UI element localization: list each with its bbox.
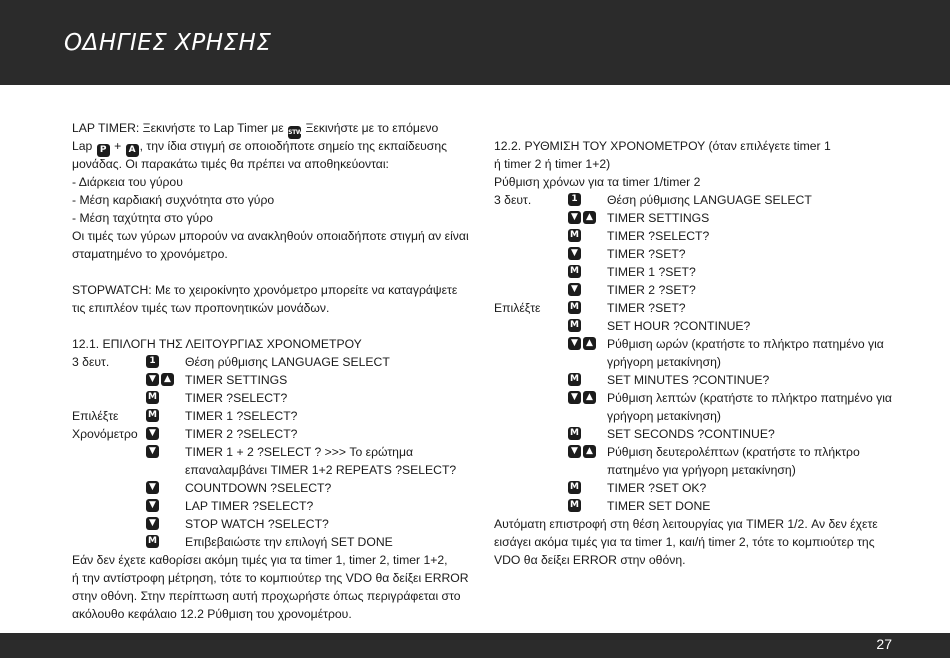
step-keys — [146, 481, 159, 494]
step-text: TIMER 2 ?SELECT? — [185, 427, 298, 441]
down-arrow-key-icon: ▼ — [568, 337, 581, 350]
step-keys — [146, 427, 159, 440]
up-arrow-key-icon: ▲ — [583, 391, 596, 404]
closing-line: ακόλουθο κεφάλαιο 12.2 Ρύθμιση του χρονομέτρου. — [72, 607, 352, 621]
section-title-line: Ρύθμιση χρόνων για τα timer 1/timer 2 — [494, 175, 701, 189]
lap-timer-line-2: Lap P + A , την ίδια στιγμή σε οποιοδήποτε σημείο της εκπαίδευσης — [72, 139, 447, 155]
step-keys — [568, 229, 581, 242]
m-key-icon: M — [146, 409, 159, 422]
step-label: Χρονόμετρο — [72, 427, 138, 441]
down-arrow-key-icon: ▼ — [146, 481, 159, 494]
step-text: Θέση ρύθμισης LANGUAGE SELECT — [607, 193, 812, 207]
step-row — [72, 371, 472, 389]
stopwatch-paragraph — [72, 281, 472, 317]
step-text: TIMER 1 ?SELECT? — [185, 409, 298, 423]
down-arrow-key-icon: ▼ — [146, 427, 159, 440]
step-text: Ρύθμιση δευτερολέπτων (κρατήστε το πλήκτρο — [607, 445, 860, 459]
step-keys — [568, 301, 581, 314]
step-keys — [568, 247, 581, 260]
step-row — [494, 461, 894, 479]
step-row — [494, 371, 894, 389]
step-text: TIMER ?SELECT? — [185, 391, 288, 405]
step-row — [494, 479, 894, 497]
down-arrow-key-icon: ▼ — [146, 373, 159, 386]
step-keys — [568, 337, 596, 350]
m-key-icon: M — [568, 427, 581, 440]
lap-timer-line: - Μέση ταχύτητα στο γύρο — [72, 211, 213, 225]
step-text: TIMER SET DONE — [607, 499, 711, 513]
one-key-icon: 1 — [568, 193, 581, 206]
closing-line: VDO θα δείξει ERROR στην οθόνη. — [494, 553, 686, 567]
down-arrow-key-icon: ▼ — [568, 211, 581, 224]
step-row — [72, 515, 472, 533]
left-steps-list — [72, 353, 472, 551]
lap-timer-paragraph — [72, 155, 472, 263]
down-arrow-key-icon: ▼ — [146, 517, 159, 530]
step-row — [494, 497, 894, 515]
step-row — [494, 317, 894, 335]
closing-line: στην οθόνη. Στην περίπτωση αυτή προχωρήστε όπως περιγράφεται στο — [72, 589, 461, 603]
right-column — [494, 137, 894, 569]
up-arrow-key-icon: ▲ — [583, 337, 596, 350]
step-keys — [146, 391, 159, 404]
down-arrow-key-icon: ▼ — [568, 391, 581, 404]
step-text: TIMER ?SET? — [607, 301, 686, 315]
step-keys — [146, 499, 159, 512]
step-row — [494, 335, 894, 353]
page-header — [0, 0, 950, 85]
step-row — [72, 353, 472, 371]
step-text: SET MINUTES ?CONTINUE? — [607, 373, 770, 387]
step-keys — [568, 211, 596, 224]
down-arrow-key-icon: ▼ — [568, 445, 581, 458]
step-keys — [146, 517, 159, 530]
down-arrow-key-icon: ▼ — [146, 445, 159, 458]
section-title-12-2 — [494, 137, 894, 191]
down-arrow-key-icon: ▼ — [568, 283, 581, 296]
section-title-12-1: 12.1. ΕΠΙΛΟΓΗ ΤΗΣ ΛΕΙΤΟΥΡΓΙΑΣ ΧΡΟΝΟΜΕΤΡΟΥ — [72, 337, 362, 351]
step-keys — [568, 193, 581, 206]
step-text: Θέση ρύθμισης LANGUAGE SELECT — [185, 355, 390, 369]
step-row — [72, 443, 472, 461]
step-row — [72, 461, 472, 479]
up-arrow-key-icon: ▲ — [583, 445, 596, 458]
step-text: STOP WATCH ?SELECT? — [185, 517, 329, 531]
step-keys — [568, 319, 581, 332]
step-label: 3 δευτ. — [72, 355, 110, 369]
stopwatch-line: STOPWATCH: Με το χειροκίνητο χρονόμετρο μπορείτε να καταγράψετε — [72, 283, 458, 297]
step-row — [494, 389, 894, 407]
page-footer — [0, 633, 950, 658]
step-text: LAP TIMER ?SELECT? — [185, 499, 314, 513]
down-arrow-key-icon: ▼ — [568, 247, 581, 260]
step-keys — [568, 373, 581, 386]
step-text: SET SECONDS ?CONTINUE? — [607, 427, 775, 441]
step-row — [72, 425, 472, 443]
step-row — [72, 389, 472, 407]
step-label: Επιλέξτε — [72, 409, 119, 423]
step-row — [494, 425, 894, 443]
step-row — [494, 281, 894, 299]
stopwatch-line: τις επιπλέον τιμές των προπονητικών μονάδων. — [72, 301, 330, 315]
step-row — [72, 479, 472, 497]
step-text: γρήγορη μετακίνηση) — [607, 409, 721, 423]
step-text: Ρύθμιση ωρών (κρατήστε το πλήκτρο πατημένο για — [607, 337, 884, 351]
step-text: COUNTDOWN ?SELECT? — [185, 481, 332, 495]
closing-line: ή την αντίστροφη μέτρηση, τότε το κομπιούτερ της VDO θα δείξει ERROR — [72, 571, 469, 585]
step-keys — [568, 283, 581, 296]
step-text: TIMER 1 + 2 ?SELECT ? >>> Το ερώτημα — [185, 445, 414, 459]
m-key-icon: M — [568, 373, 581, 386]
step-row — [494, 227, 894, 245]
step-text: TIMER 1 ?SET? — [607, 265, 696, 279]
step-text: πατημένο για γρήγορη μετακίνηση) — [607, 463, 796, 477]
step-row — [72, 533, 472, 551]
m-key-icon: M — [146, 535, 159, 548]
lap-timer-line: - Διάρκεια του γύρου — [72, 175, 183, 189]
left-column — [72, 119, 472, 623]
lap-timer-line: μονάδας. Οι παρακάτω τιμές θα πρέπει να αποθηκεύονται: — [72, 157, 389, 171]
right-steps-list — [494, 191, 894, 515]
step-keys — [568, 427, 581, 440]
step-label: Επιλέξτε — [494, 301, 541, 315]
step-text: Ρύθμιση λεπτών (κρατήστε το πλήκτρο πατημένο για — [607, 391, 892, 405]
one-key-icon: 1 — [146, 355, 159, 368]
step-keys — [568, 499, 581, 512]
m-key-icon: M — [568, 481, 581, 494]
step-row — [494, 245, 894, 263]
lap-timer-line: - Μέση καρδιακή συχνότητα στο γύρο — [72, 193, 275, 207]
right-closing-paragraph — [494, 515, 894, 569]
lap-timer-line: Οι τιμές των γύρων μπορούν να ανακληθούν οποιαδήποτε στιγμή αν είναι — [72, 229, 469, 243]
step-row — [72, 407, 472, 425]
m-key-icon: M — [146, 391, 159, 404]
step-row — [494, 263, 894, 281]
step-text: TIMER SETTINGS — [185, 373, 288, 387]
step-row — [494, 443, 894, 461]
step-keys — [146, 445, 159, 458]
page-title: ΟΔΗΓΙΕΣ ΧΡΗΣΗΣ — [64, 30, 272, 56]
closing-line: εισάγει ακόμα τιμές για τα timer 1, και/ή timer 2, τότε το κομπιούτερ της — [494, 535, 875, 549]
up-arrow-key-icon: ▲ — [161, 373, 174, 386]
step-row — [494, 209, 894, 227]
section-title-line: 12.2. ΡΥΘΜΙΣΗ ΤΟΥ ΧΡΟΝΟΜΕΤΡΟΥ (όταν επιλέγετε timer 1 — [494, 139, 831, 153]
stw-key-icon: STW — [288, 126, 301, 139]
step-text: TIMER 2 ?SET? — [607, 283, 696, 297]
step-row — [494, 407, 894, 425]
section-title-line: ή timer 2 ή timer 1+2) — [494, 157, 611, 171]
p-key-icon: P — [97, 144, 110, 157]
step-keys — [568, 391, 596, 404]
closing-line: Εάν δεν έχετε καθορίσει ακόμη τιμές για τα timer 1, timer 2, timer 1+2, — [72, 553, 448, 567]
step-text: SET HOUR ?CONTINUE? — [607, 319, 751, 333]
step-text: TIMER SETTINGS — [607, 211, 710, 225]
m-key-icon: M — [568, 301, 581, 314]
step-text: TIMER ?SELECT? — [607, 229, 710, 243]
m-key-icon: M — [568, 265, 581, 278]
step-text: TIMER ?SET OK? — [607, 481, 707, 495]
page-number: 27 — [876, 636, 892, 652]
step-keys — [146, 373, 174, 386]
lap-timer-line-1: LAP TIMER: Ξεκινήστε το Lap Timer με STW Ξεκινήστε με το επόμενο — [72, 119, 472, 137]
step-keys — [146, 409, 159, 422]
a-key-icon: A — [126, 144, 139, 157]
step-keys — [146, 355, 159, 368]
step-row — [494, 191, 894, 209]
lap-timer-line: σταματημένο το χρονόμετρο. — [72, 247, 228, 261]
step-keys — [568, 265, 581, 278]
down-arrow-key-icon: ▼ — [146, 499, 159, 512]
step-keys — [568, 445, 596, 458]
step-text: επαναλαμβάνει TIMER 1+2 REPEATS ?SELECT? — [185, 463, 457, 477]
step-text: TIMER ?SET? — [607, 247, 686, 261]
step-text: γρήγορη μετακίνηση) — [607, 355, 721, 369]
m-key-icon: M — [568, 319, 581, 332]
step-text: Επιβεβαιώστε την επιλογή SET DONE — [185, 535, 393, 549]
left-closing-paragraph — [72, 551, 472, 623]
step-row — [494, 353, 894, 371]
closing-line: Αυτόματη επιστροφή στη θέση λειτουργίας για TIMER 1/2. Αν δεν έχετε — [494, 517, 878, 531]
m-key-icon: M — [568, 499, 581, 512]
m-key-icon: M — [568, 229, 581, 242]
step-keys — [568, 481, 581, 494]
up-arrow-key-icon: ▲ — [583, 211, 596, 224]
step-label: 3 δευτ. — [494, 193, 532, 207]
step-keys — [146, 535, 159, 548]
step-row — [494, 299, 894, 317]
step-row — [72, 497, 472, 515]
